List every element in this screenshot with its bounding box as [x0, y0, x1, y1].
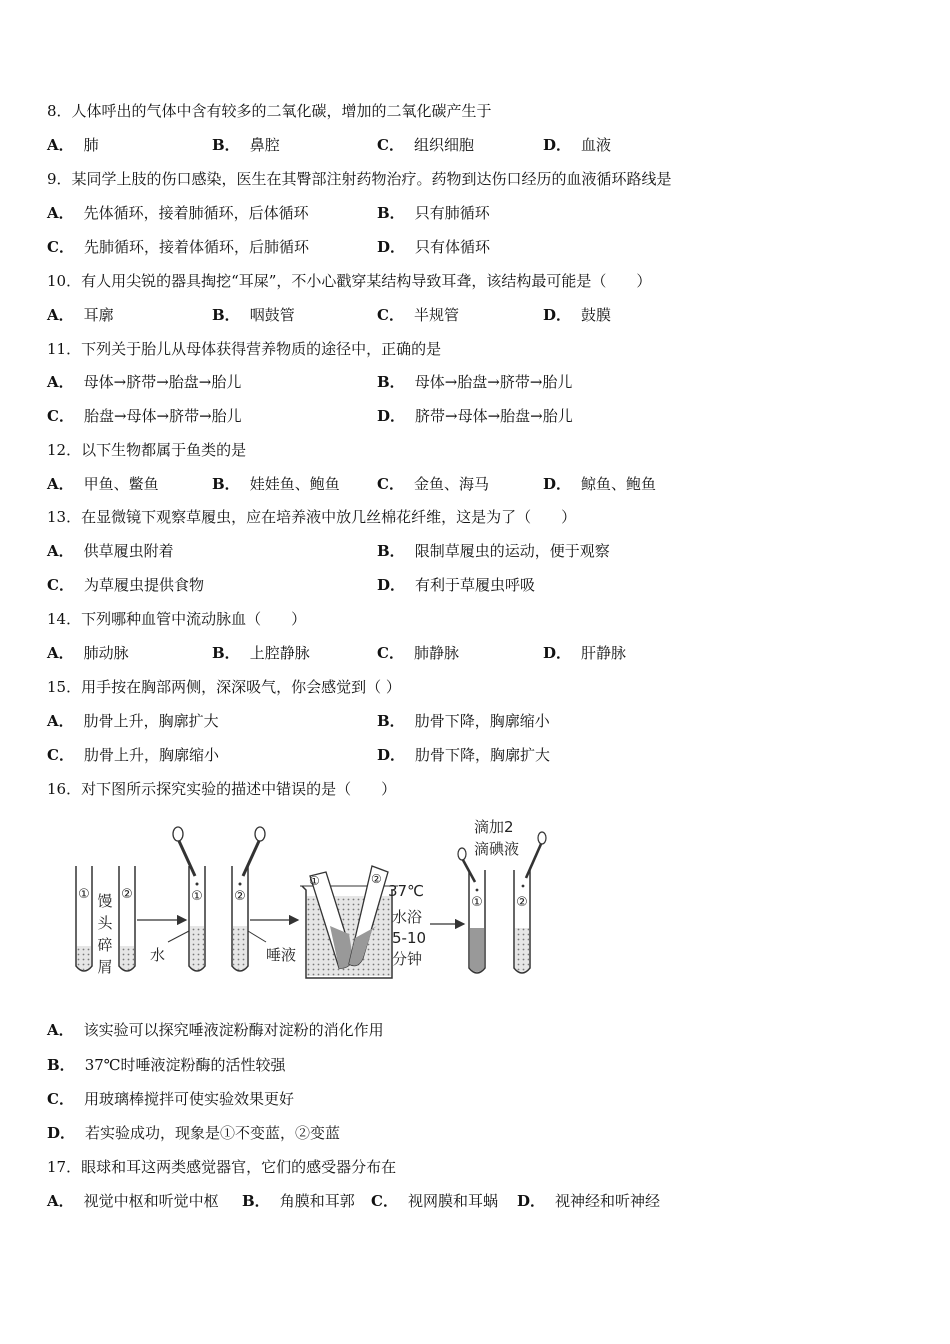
q16-option-d[interactable]: D． 若实验成功，现象是①不变蓝，②变蓝: [47, 1124, 341, 1142]
mantou-label-1: 馒: [97, 892, 113, 910]
saliva-label: 唾液: [266, 946, 297, 964]
question-10-stem: 10．有人用尖锐的器具掏挖“耳屎”，不小心戳穿某结构导致耳聋，该结构最可能是（ ）: [47, 272, 652, 290]
q17-option-d[interactable]: D． 视神经和听神经: [517, 1192, 661, 1210]
question-8-stem: 8．人体呼出的气体中含有较多的二氧化碳，增加的二氧化碳产生于: [47, 102, 492, 120]
q16-option-c[interactable]: C． 用玻璃棒搅拌可使实验效果更好: [47, 1090, 294, 1108]
q15-option-c[interactable]: C． 肋骨上升，胸廓缩小: [47, 746, 219, 764]
dropper-2-bulb: [255, 827, 265, 841]
iodine-label-2: 滴碘液: [474, 840, 520, 858]
drop-2: [239, 883, 242, 886]
tube-4-label: ②: [234, 889, 246, 904]
dropper-tubes: [150, 827, 296, 971]
tube-5-liquid: [470, 928, 484, 972]
water-pointer: [168, 931, 189, 942]
bath-tube-2-label: ②: [371, 872, 382, 886]
bath-tube-1-label: ①: [309, 874, 320, 888]
q14-option-b[interactable]: B． 上腔静脉: [212, 644, 310, 662]
q13-option-d[interactable]: D． 有利于草履虫呼吸: [377, 576, 536, 594]
q10-option-d[interactable]: D． 鼓膜: [543, 306, 612, 324]
saliva-pointer: [248, 931, 266, 942]
iodine-label-1: 滴加2: [474, 818, 514, 836]
q14-option-d[interactable]: D． 肝静脉: [543, 644, 627, 662]
mantou-label-4: 屑: [97, 958, 113, 976]
q14-option-a[interactable]: A． 肺动脉: [47, 644, 129, 662]
q17-option-a[interactable]: A． 视觉中枢和听觉中枢: [47, 1192, 219, 1210]
drop-3: [476, 889, 479, 892]
q9-option-b[interactable]: B． 只有肺循环: [377, 204, 490, 222]
q11-option-a[interactable]: A． 母体→脐带→胎盘→胎儿: [47, 373, 242, 391]
q15-option-d[interactable]: D． 肋骨下降，胸廓扩大: [377, 746, 551, 764]
dropper-2-tube: [243, 841, 259, 876]
q9-option-d[interactable]: D． 只有体循环: [377, 238, 491, 256]
q11-option-b[interactable]: B． 母体→胎盘→脐带→胎儿: [377, 373, 573, 391]
q8-option-a[interactable]: A． 肺: [47, 136, 99, 154]
q13-option-c[interactable]: C． 为草履虫提供食物: [47, 576, 204, 594]
water-label: 水: [150, 946, 166, 964]
dropper-3-bulb: [458, 848, 466, 860]
tube-2-label: ②: [121, 887, 133, 902]
drop-1: [196, 883, 199, 886]
q11-option-c[interactable]: C． 胎盘→母体→脐带→胎儿: [47, 407, 242, 425]
tube-1-label: ①: [78, 887, 90, 902]
time-label: 5-10: [392, 929, 427, 947]
question-11-stem: 11．下列关于胎儿从母体获得营养物质的途径中，正确的是: [47, 340, 442, 358]
question-12-stem: 12．以下生物都属于鱼类的是: [47, 441, 247, 459]
question-14-stem: 14．下列哪种血管中流动脉血（ ）: [47, 610, 307, 628]
q14-option-c[interactable]: C． 肺静脉: [377, 644, 459, 662]
question-9-stem: 9．某同学上肢的伤口感染，医生在其臀部注射药物治疗。药物到达伤口经历的血液循环路线是: [47, 170, 672, 188]
q8-option-d[interactable]: D． 血液: [543, 136, 612, 154]
q17-option-c[interactable]: C． 视网膜和耳蜗: [371, 1192, 498, 1210]
q10-option-c[interactable]: C． 半规管: [377, 306, 459, 324]
q12-option-c[interactable]: C． 金鱼、海马: [377, 475, 489, 493]
q11-option-d[interactable]: D． 脐带→母体→胎盘→胎儿: [377, 407, 573, 425]
dropper-4-tube: [526, 844, 541, 878]
tube-6-label: ②: [516, 895, 528, 910]
water-bath: [300, 866, 426, 978]
q9-option-c[interactable]: C． 先肺循环，接着体循环，后肺循环: [47, 238, 309, 256]
drop-4: [522, 885, 525, 888]
q10-option-b[interactable]: B． 咽鼓管: [212, 306, 295, 324]
tube-3-liquid: [190, 926, 204, 970]
mantou-label-2: 头: [97, 914, 113, 932]
dropper-1-tube: [179, 841, 195, 876]
q12-option-b[interactable]: B． 娃娃鱼、鲍鱼: [212, 475, 340, 493]
minutes-label: 分钟: [392, 950, 423, 968]
dropper-4-bulb: [538, 832, 546, 844]
q16-option-a[interactable]: A． 该实验可以探究唾液淀粉酶对淀粉的消化作用: [47, 1021, 384, 1039]
tube-5-label: ①: [471, 895, 483, 910]
q9-option-a[interactable]: A． 先体循环，接着肺循环，后体循环: [47, 204, 309, 222]
mantou-label-3: 碎: [97, 936, 113, 954]
q12-option-a[interactable]: A． 甲鱼、鳖鱼: [47, 475, 159, 493]
q8-option-c[interactable]: C． 组织细胞: [377, 136, 474, 154]
tube-4-liquid: [233, 926, 247, 970]
question-15-stem: 15．用手按在胸部两侧，深深吸气，你会感觉到（ ）: [47, 678, 401, 696]
q13-option-b[interactable]: B． 限制草履虫的运动，便于观察: [377, 542, 610, 560]
q8-option-b[interactable]: B． 鼻腔: [212, 136, 280, 154]
temperature-label: 37℃: [388, 882, 424, 900]
dropper-1-bulb: [173, 827, 183, 841]
tube-1-mantou: [77, 946, 91, 970]
tube-3-label: ①: [191, 889, 203, 904]
tube-6-liquid: [515, 928, 529, 972]
bath-label: 水浴: [392, 908, 423, 926]
q15-option-a[interactable]: A． 肋骨上升，胸廓扩大: [47, 712, 219, 730]
experiment-figure: [62, 818, 552, 990]
tube-2-mantou: [120, 946, 134, 970]
q16-option-b[interactable]: B． 37℃时唾液淀粉酶的活性较强: [47, 1056, 286, 1074]
initial-tubes: [76, 866, 135, 976]
q10-option-a[interactable]: A． 耳廓: [47, 306, 114, 324]
q12-option-d[interactable]: D． 鲸鱼、鲍鱼: [543, 475, 657, 493]
q15-option-b[interactable]: B． 肋骨下降，胸廓缩小: [377, 712, 550, 730]
question-17-stem: 17．眼球和耳这两类感觉器官，它们的感受器分布在: [47, 1158, 397, 1176]
question-16-stem: 16．对下图所示探究实验的描述中错误的是（ ）: [47, 780, 397, 798]
q13-option-a[interactable]: A． 供草履虫附着: [47, 542, 174, 560]
iodine-tubes: [458, 818, 546, 973]
question-13-stem: 13．在显微镜下观察草履虫，应在培养液中放几丝棉花纤维，这是为了（ ）: [47, 508, 577, 526]
q17-option-b[interactable]: B． 角膜和耳郭: [242, 1192, 355, 1210]
